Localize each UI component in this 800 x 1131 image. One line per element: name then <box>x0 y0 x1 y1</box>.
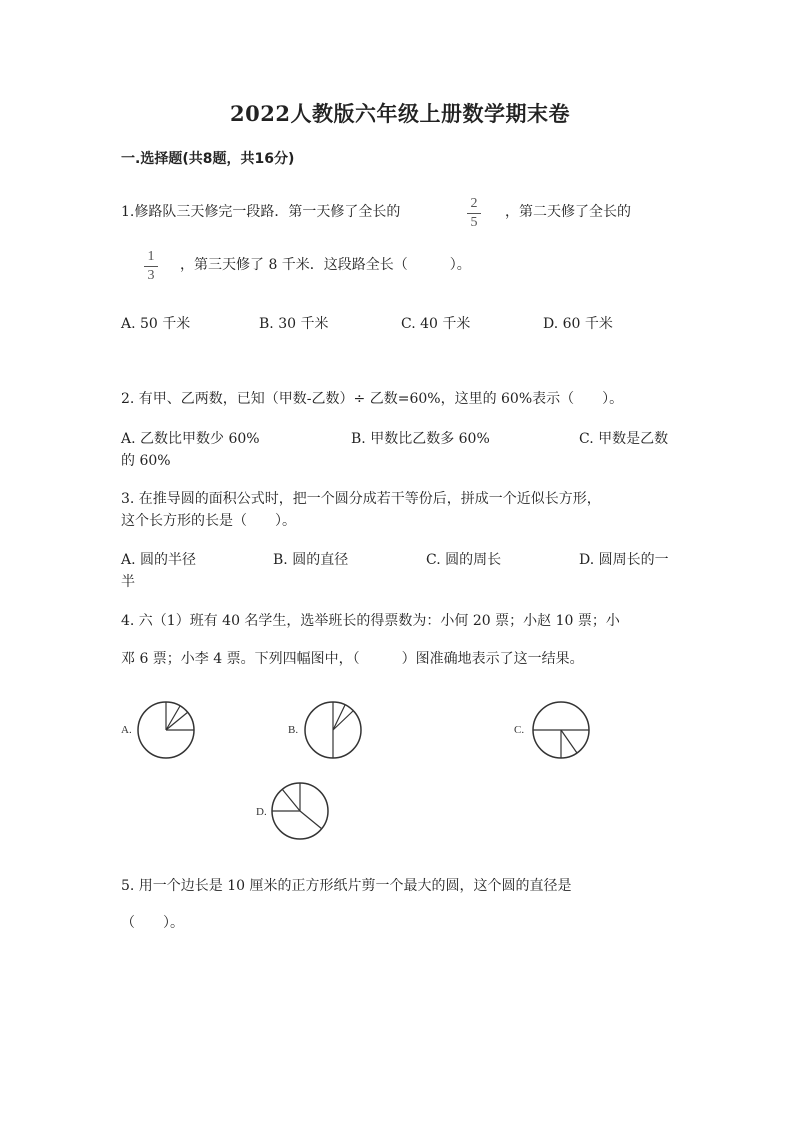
q1-frac1-numerator: 2 <box>470 196 478 211</box>
pie-a-label: A. <box>121 724 132 736</box>
q4-line2: 邓 6 票；小李 4 票。下列四幅图中，（ ）图准确地表示了这一结果。 <box>121 651 584 667</box>
q3-line2: 这个长方形的长是（ ）。 <box>121 513 296 529</box>
fraction-bar <box>467 213 481 214</box>
pie-chart-c[interactable] <box>531 700 591 760</box>
pie-chart-d[interactable] <box>270 781 330 841</box>
q4-line1: 4. 六（1）班有 40 名学生，选举班长的得票数为：小何 20 票；小赵 10 票；小 <box>121 613 620 629</box>
pie-b-label: B. <box>288 724 299 736</box>
q3-option-d-wrap: 半 <box>121 574 135 590</box>
q3-option-b[interactable]: B. 圆的直径 <box>273 552 349 568</box>
q1-frac1-denominator: 5 <box>470 215 478 230</box>
q3-option-a[interactable]: A. 圆的半径 <box>121 552 197 568</box>
q1-fraction-2-5 <box>466 196 482 231</box>
pie-d-label: D. <box>256 806 267 818</box>
q2-option-c[interactable]: C. 甲数是乙数 <box>579 431 669 447</box>
q2-line1: 2. 有甲、乙两数，已知（甲数-乙数）÷ 乙数=60%，这里的 60%表示（ ）。 <box>121 391 624 407</box>
q1-frac2-numerator: 1 <box>147 249 155 264</box>
q1-option-a[interactable]: A. 50 千米 <box>121 316 191 332</box>
q2-option-a[interactable]: A. 乙数比甲数少 60% <box>121 431 260 447</box>
q3-option-c[interactable]: C. 圆的周长 <box>426 552 502 568</box>
fraction-bar <box>144 266 158 267</box>
page-title: 2022人教版六年级上册数学期末卷 <box>230 101 570 126</box>
q1-option-d[interactable]: D. 60 千米 <box>543 316 613 332</box>
section-heading: 一.选择题(共8题，共16分) <box>121 151 295 167</box>
q2-option-c-wrap: 的 60% <box>121 453 171 469</box>
q1-fraction-1-3 <box>143 249 159 284</box>
pie-chart-b[interactable] <box>303 700 363 760</box>
q1-line1-a: 1.修路队三天修完一段路．第一天修了全长的 <box>121 204 401 220</box>
q1-option-b[interactable]: B. 30 千米 <box>259 316 329 332</box>
q2-option-b[interactable]: B. 甲数比乙数多 60% <box>351 431 490 447</box>
q1-option-c[interactable]: C. 40 千米 <box>401 316 471 332</box>
q3-option-d[interactable]: D. 圆周长的一 <box>579 552 669 568</box>
q1-frac2-denominator: 3 <box>147 268 155 283</box>
q3-line1: 3. 在推导圆的面积公式时，把一个圆分成若干等份后，拼成一个近似长方形， <box>121 491 601 507</box>
q5-line1: 5. 用一个边长是 10 厘米的正方形纸片剪一个最大的圆，这个圆的直径是 <box>121 878 572 894</box>
pie-c-label: C. <box>514 724 525 736</box>
q1-line1-b: ，第二天修了全长的 <box>505 204 631 220</box>
q1-line2: ，第三天修了 8 千米．这段路全长（ ）。 <box>180 257 471 273</box>
q5-line2: （ ）。 <box>121 915 184 931</box>
pie-chart-a[interactable] <box>136 700 196 760</box>
